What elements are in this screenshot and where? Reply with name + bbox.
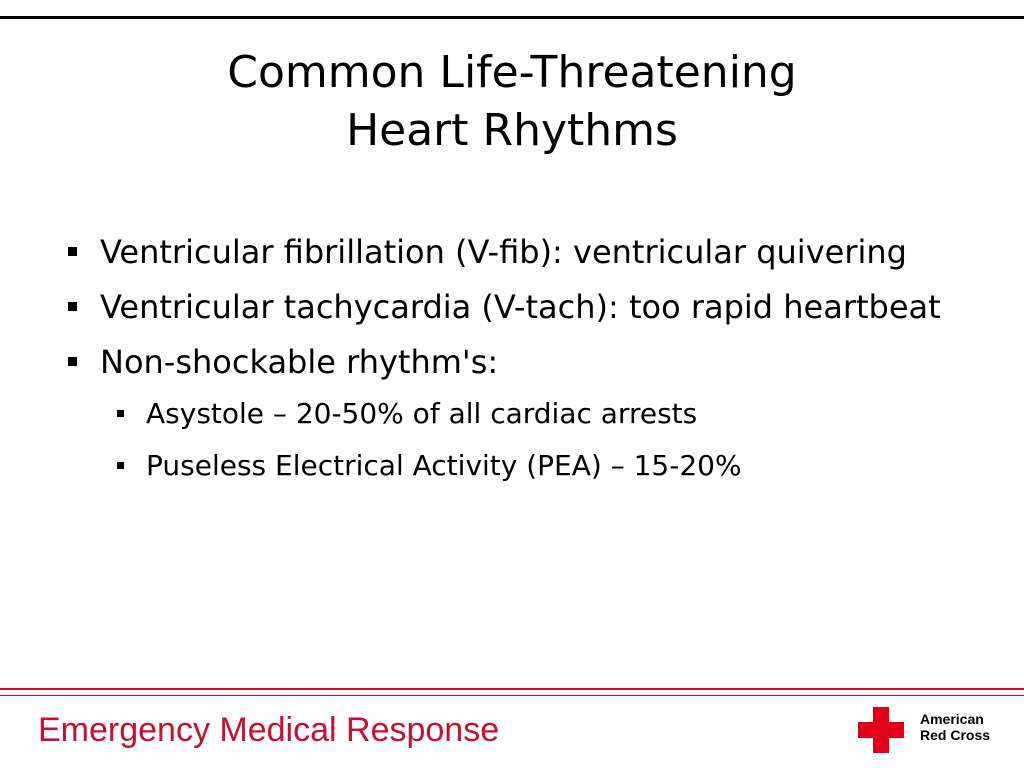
red-cross-icon bbox=[858, 707, 904, 753]
square-bullet-icon bbox=[68, 247, 77, 256]
bullet-list bbox=[60, 226, 960, 495]
slide-title-line-2: Heart Rhythms bbox=[346, 105, 678, 156]
course-title: Emergency Medical Response bbox=[38, 711, 500, 749]
sub-bullet-item bbox=[60, 443, 960, 488]
bullet-item bbox=[60, 226, 960, 278]
sub-bullet-text: Asystole – 20-50% of all cardiac arrests bbox=[146, 397, 698, 430]
footer-divider-thin bbox=[0, 695, 1024, 696]
sub-bullet-text: Puseless Electrical Activity (PEA) – 15-20% bbox=[146, 449, 742, 482]
bullet-text: Ventricular fibrillation (V-fib): ventricular quivering bbox=[100, 233, 907, 271]
slide-title bbox=[0, 44, 1024, 160]
logo-wordmark bbox=[920, 711, 990, 743]
square-bullet-icon bbox=[68, 302, 77, 311]
bullet-text: Ventricular tachycardia (V-tach): too rapid heartbeat bbox=[100, 288, 941, 326]
square-bullet-icon bbox=[68, 357, 77, 366]
bullet-item bbox=[60, 336, 960, 388]
square-bullet-icon bbox=[117, 410, 124, 417]
slide-title-line-1: Common Life-Threatening bbox=[227, 47, 797, 98]
top-divider bbox=[0, 16, 1024, 19]
bullet-text: Non-shockable rhythm's: bbox=[100, 343, 499, 381]
logo-line-2: Red Cross bbox=[920, 727, 991, 743]
bullet-item bbox=[60, 281, 960, 333]
american-red-cross-logo bbox=[858, 707, 1008, 755]
sub-bullet-item bbox=[60, 391, 960, 436]
square-bullet-icon bbox=[117, 462, 124, 469]
footer-divider bbox=[0, 688, 1024, 690]
logo-line-1: American bbox=[920, 711, 984, 727]
